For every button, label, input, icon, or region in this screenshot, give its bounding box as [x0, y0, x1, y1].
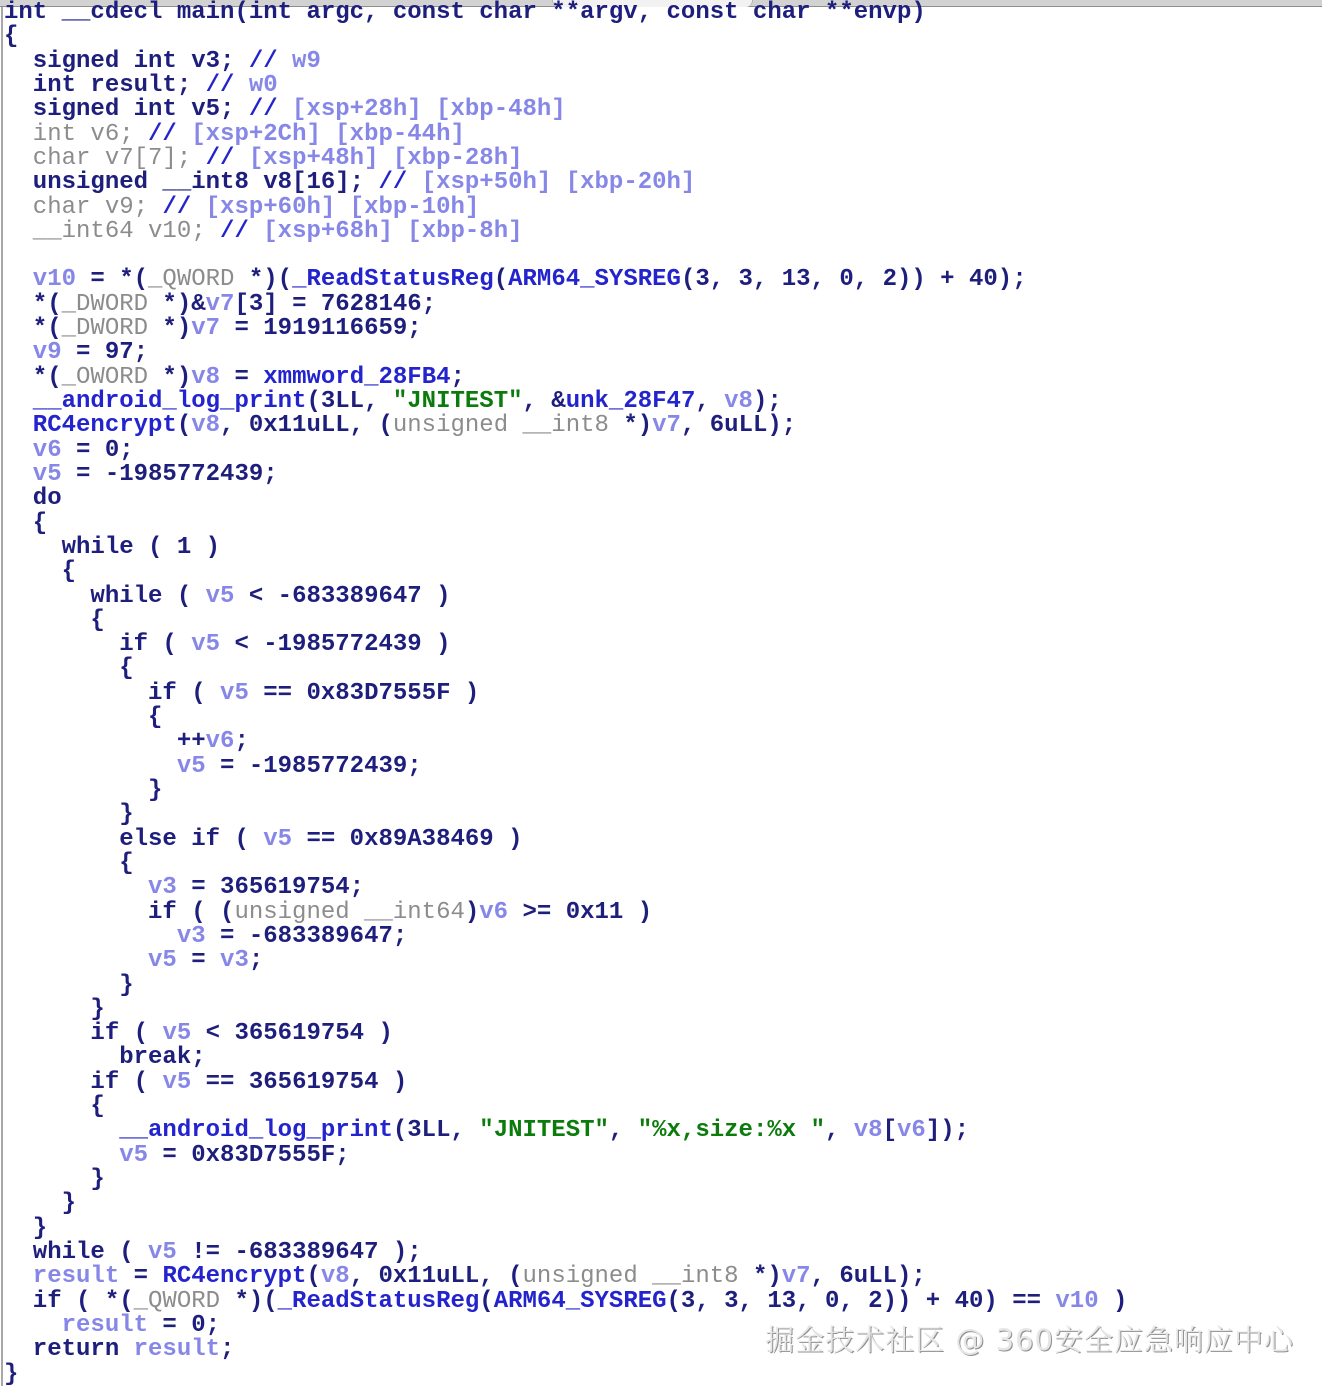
code-line[interactable]	[4, 71, 1127, 99]
code-token: if ( *(	[4, 1287, 134, 1315]
code-token: [xsp+2Ch] [xbp-44h]	[176, 120, 465, 148]
code-token: == 365619754 )	[191, 1068, 408, 1096]
code-token: //	[205, 144, 235, 172]
code-token: , &	[522, 388, 566, 415]
code-token: [xsp+48h] [xbp-28h]	[234, 144, 523, 172]
code-line[interactable]	[4, 98, 1127, 122]
code-token: v6	[479, 898, 509, 926]
code-token: *)&	[148, 290, 206, 318]
code-token: (	[306, 1263, 321, 1291]
code-token: v8	[191, 363, 221, 391]
code-token: break;	[4, 1044, 206, 1072]
code-token: int v6;	[4, 120, 149, 148]
code-token: *(	[4, 290, 62, 318]
pane-left-border	[1, 7, 3, 1386]
code-line[interactable]	[4, 120, 1127, 148]
code-line[interactable]	[4, 436, 1127, 464]
code-token: ++	[4, 728, 206, 756]
code-token: _DWORD	[61, 315, 149, 343]
code-token: //	[248, 47, 278, 75]
code-line[interactable]	[4, 414, 1127, 438]
code-line[interactable]	[4, 898, 1127, 926]
code-token: if (	[4, 1020, 163, 1048]
code-token: {	[4, 558, 77, 586]
code-line[interactable]	[4, 949, 1127, 973]
code-token: }	[4, 971, 134, 999]
code-token: (3LL,	[392, 1117, 480, 1145]
code-line[interactable]	[4, 1238, 1127, 1266]
code-line[interactable]	[4, 533, 1127, 561]
code-token: }	[4, 995, 105, 1023]
code-line[interactable]	[4, 244, 1127, 268]
code-token: }	[4, 801, 134, 829]
code-token: if (	[4, 679, 221, 707]
code-token: v5	[148, 1238, 177, 1266]
watermark-text: 掘金技术社区 @ 360安全应急响应中心	[765, 1323, 1294, 1357]
code-token: , 0x11uLL, (	[220, 412, 393, 440]
code-token: unsigned __int64	[234, 898, 465, 926]
code-token: [xsp+68h] [xbp-8h]	[248, 217, 523, 245]
code-token: v3	[4, 922, 206, 950]
code-token: {	[4, 509, 48, 537]
code-line[interactable]	[4, 390, 1127, 414]
code-token: v5	[191, 631, 221, 659]
code-token: "%x,size:%x "	[637, 1117, 825, 1145]
code-line[interactable]	[4, 730, 1127, 754]
code-token: }	[4, 1166, 105, 1193]
code-line[interactable]	[4, 606, 1127, 634]
code-token: ;	[450, 363, 465, 391]
code-token: __android_log_print	[4, 388, 307, 415]
code-token: [xsp+28h] [xbp-48h]	[277, 96, 566, 124]
code-token: *)(	[234, 266, 293, 294]
code-token: v5	[263, 825, 293, 853]
code-token: {	[4, 23, 19, 51]
code-line[interactable]	[4, 217, 1127, 245]
code-line[interactable]	[4, 679, 1127, 707]
code-line[interactable]	[4, 560, 1127, 584]
code-line[interactable]	[4, 779, 1127, 803]
code-token: = -683389647;	[205, 922, 408, 950]
code-token: [xsp+50h] [xbp-20h]	[407, 169, 696, 197]
code-token: ARM64_SYSREG	[493, 1287, 667, 1315]
code-line[interactable]	[4, 633, 1127, 657]
code-token: v10	[1055, 1287, 1099, 1315]
code-token: , 6uLL);	[810, 1263, 926, 1291]
code-line[interactable]	[4, 922, 1127, 950]
code-token: (3LL,	[306, 388, 393, 415]
code-token: return	[4, 1336, 134, 1364]
code-token: "JNITEST"	[479, 1117, 609, 1145]
code-token: v7	[205, 290, 235, 318]
code-line[interactable]	[4, 171, 1127, 195]
code-token: ,	[695, 388, 725, 415]
code-line[interactable]	[4, 363, 1127, 391]
code-token: ,	[608, 1117, 638, 1145]
code-token: do	[4, 485, 62, 513]
code-token: (3, 3, 13, 0, 2)) + 40) ==	[666, 1287, 1056, 1315]
code-token: == 0x89A38469 )	[292, 825, 523, 853]
code-token: v8	[191, 412, 221, 440]
code-token: v6	[897, 1117, 926, 1145]
code-line[interactable]	[4, 1360, 1127, 1388]
code-line[interactable]	[4, 1265, 1127, 1289]
code-token: {	[4, 606, 105, 634]
code-token: *(	[4, 363, 62, 391]
code-token: != -683389647 );	[176, 1238, 422, 1266]
code-token: }	[4, 1190, 77, 1218]
code-token: v5	[220, 679, 249, 707]
code-token: ARM64_SYSREG	[508, 266, 681, 294]
code-line[interactable]	[4, 317, 1127, 341]
code-line[interactable]	[4, 144, 1127, 172]
code-token: v6	[205, 728, 235, 756]
code-line[interactable]	[4, 1141, 1127, 1169]
code-line[interactable]	[4, 509, 1127, 537]
code-line[interactable]	[4, 460, 1127, 488]
code-token: < -683389647 )	[234, 582, 451, 610]
code-token: {	[4, 704, 163, 732]
code-token: int __cdecl main(int argc, const char **argv, const char **envp)	[4, 0, 926, 26]
code-token: unk_28F47	[565, 388, 696, 415]
code-token: )	[1098, 1287, 1128, 1315]
code-token: = 0;	[61, 436, 134, 464]
code-line[interactable]	[4, 487, 1127, 511]
code-token: , 6uLL);	[680, 412, 797, 440]
code-token: v5	[162, 1068, 192, 1096]
code-line[interactable]	[4, 1214, 1127, 1242]
code-line[interactable]	[4, 1, 1127, 25]
code-token: v5	[4, 752, 206, 780]
code-token: {	[4, 655, 134, 683]
code-line[interactable]	[4, 1068, 1127, 1096]
code-token: }	[4, 1360, 19, 1388]
code-token: =	[176, 947, 221, 975]
code-token: = 1919116659;	[220, 315, 422, 343]
code-token: RC4encrypt	[4, 412, 177, 440]
code-line[interactable]	[4, 1046, 1127, 1070]
code-line[interactable]	[4, 25, 1127, 49]
code-token: result	[4, 1263, 120, 1291]
code-token: ;	[248, 947, 264, 975]
code-token: *)	[738, 1263, 782, 1291]
code-token: v5	[4, 460, 62, 488]
code-token: {	[4, 1093, 105, 1121]
code-token: result	[133, 1336, 221, 1364]
code-token: while ( 1 )	[4, 533, 221, 561]
code-token: v3	[220, 947, 249, 975]
code-line[interactable]	[4, 290, 1127, 318]
code-line[interactable]	[4, 193, 1127, 221]
code-token: (	[176, 412, 192, 440]
code-line[interactable]	[4, 268, 1127, 292]
code-line[interactable]	[4, 803, 1127, 827]
code-token: _OWORD	[61, 363, 149, 391]
code-token: ]);	[925, 1117, 970, 1145]
code-token: [3] = 7628146;	[234, 290, 437, 318]
code-token: [	[882, 1117, 897, 1145]
code-token: = 97;	[61, 339, 149, 367]
code-token: (	[493, 266, 509, 294]
code-token: xmmword_28FB4	[263, 363, 451, 391]
code-token: < 365619754 )	[191, 1020, 393, 1048]
code-line[interactable]	[4, 995, 1127, 1023]
code-token: {	[4, 849, 134, 877]
code-line[interactable]	[4, 582, 1127, 610]
code-token: v6	[4, 436, 62, 464]
code-token: unsigned __int8	[392, 412, 609, 440]
code-token: if (	[4, 631, 192, 659]
code-token: __int64 v10;	[4, 217, 221, 245]
code-line[interactable]	[4, 825, 1127, 853]
code-token: v8	[320, 1263, 350, 1291]
code-token: = 365619754;	[176, 874, 365, 902]
code-token: signed int v5;	[4, 96, 249, 124]
code-token: (	[479, 1287, 494, 1315]
code-line[interactable]	[4, 971, 1127, 999]
code-line[interactable]	[4, 706, 1127, 730]
code-token: __android_log_print	[4, 1117, 393, 1145]
code-token: int result;	[4, 71, 206, 99]
code-token: unsigned __int8	[522, 1263, 739, 1291]
code-line[interactable]	[4, 1287, 1128, 1315]
code-token: _DWORD	[61, 290, 149, 318]
code-token: (3, 3, 13, 0, 2)) + 40);	[680, 266, 1027, 294]
code-token: ,	[824, 1117, 854, 1145]
code-token: //	[148, 120, 177, 148]
code-token: v5	[4, 1141, 149, 1169]
code-token: while (	[4, 582, 206, 610]
code-token: }	[4, 777, 163, 804]
code-token: v8	[853, 1117, 883, 1145]
code-token: //	[205, 71, 235, 99]
code-token: w0	[234, 71, 278, 99]
code-token: //	[378, 169, 408, 197]
code-token: v9	[4, 339, 62, 367]
code-token: if (	[4, 1068, 163, 1096]
code-token: v7	[781, 1263, 811, 1291]
code-token: v5	[4, 947, 177, 975]
code-line[interactable]	[4, 1192, 1127, 1216]
code-token: *)	[608, 412, 653, 440]
code-token: );	[752, 388, 782, 415]
code-token: v8	[724, 388, 753, 415]
code-token: while (	[4, 1238, 149, 1266]
code-token: char v9;	[4, 193, 163, 221]
code-line[interactable]	[4, 876, 1127, 900]
code-token: "JNITEST"	[392, 388, 523, 415]
code-token: *)(	[220, 1287, 278, 1315]
code-line[interactable]	[4, 47, 1127, 75]
code-token: v7	[191, 315, 221, 343]
code-token: v7	[652, 412, 681, 440]
code-token: )	[464, 898, 480, 926]
code-token: = -1985772439;	[61, 460, 278, 488]
code-line[interactable]	[4, 341, 1127, 365]
code-token: //	[220, 217, 249, 245]
code-line[interactable]	[4, 752, 1127, 780]
code-token: *)	[148, 363, 192, 391]
code-line[interactable]	[4, 1022, 1127, 1046]
code-token: else if (	[4, 825, 264, 853]
code-token: }	[4, 1214, 48, 1242]
code-token: _QWORD	[133, 1287, 221, 1315]
code-token: unsigned __int8 v8[16];	[4, 169, 379, 197]
code-token: >= 0x11 )	[508, 898, 653, 926]
code-token: ;	[234, 728, 249, 756]
code-token: _ReadStatusReg	[292, 266, 494, 294]
code-token: signed int v3;	[4, 47, 249, 75]
pseudocode-view[interactable]	[4, 1, 1127, 1387]
code-token: if ( (	[4, 898, 235, 926]
code-line[interactable]	[4, 1168, 1127, 1192]
code-token: v5	[205, 582, 235, 610]
code-token: = -1985772439;	[205, 752, 422, 780]
code-line[interactable]	[4, 849, 1127, 877]
code-token: =	[119, 1263, 163, 1291]
code-token: *)	[148, 315, 192, 343]
code-token: *(	[4, 315, 62, 343]
code-token: , 0x11uLL, (	[349, 1263, 523, 1291]
code-token: RC4encrypt	[162, 1263, 307, 1291]
code-token: //	[162, 193, 192, 221]
code-line[interactable]	[4, 1119, 1127, 1143]
code-token: char v7[7];	[4, 144, 206, 172]
code-token: //	[248, 96, 278, 124]
code-token: == 0x83D7555F )	[248, 679, 480, 707]
code-token: result	[4, 1311, 149, 1339]
code-token: _ReadStatusReg	[277, 1287, 480, 1315]
code-token: _QWORD	[148, 266, 235, 294]
code-token: =	[220, 363, 264, 391]
code-token: v10	[4, 266, 77, 294]
code-token: v3	[4, 874, 177, 902]
code-token: [xsp+60h] [xbp-10h]	[191, 193, 480, 221]
code-token: < -1985772439 )	[220, 631, 451, 659]
code-token: w9	[277, 47, 321, 75]
code-line[interactable]	[4, 1095, 1127, 1119]
code-token: = *(	[76, 266, 149, 294]
code-token: = 0x83D7555F;	[148, 1141, 350, 1169]
code-token: v5	[162, 1020, 192, 1048]
code-token: = 0;	[148, 1311, 221, 1339]
code-token: ;	[220, 1336, 235, 1364]
code-line[interactable]	[4, 657, 1127, 681]
